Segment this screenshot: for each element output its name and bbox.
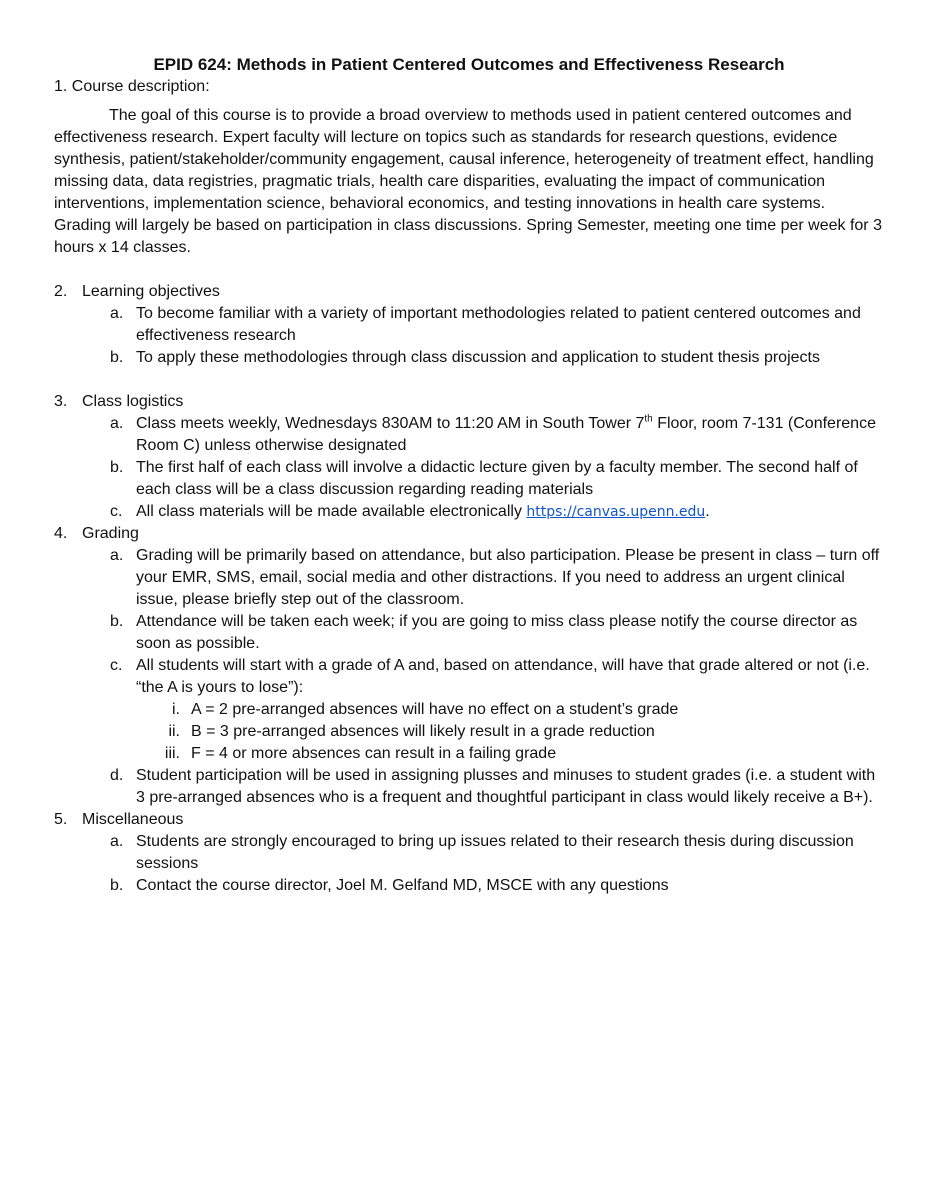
list-item — [54, 765, 884, 809]
list-item-text: Contact the course director, Joel M. Gelfand MD, MSCE with any questions — [136, 877, 669, 894]
text-segment: Class meets weekly, Wednesdays 830AM to 11:20 AM in South Tower 7 — [136, 415, 645, 432]
section-number: 4. — [54, 525, 68, 542]
list-item — [54, 303, 884, 347]
list-item — [54, 655, 884, 699]
list-item — [54, 413, 884, 457]
superscript: th — [644, 413, 653, 425]
list-item — [54, 347, 884, 369]
list-marker: d. — [110, 767, 124, 784]
list-item — [54, 501, 884, 523]
section-title: Grading — [82, 525, 139, 542]
list-item — [54, 457, 884, 501]
list-item-text: Students are strongly encouraged to bring up issues related to their research thesis during discussion sessions — [136, 833, 854, 872]
section-number: 3. — [54, 393, 68, 410]
list-marker: b. — [110, 349, 124, 366]
list-item-text: Attendance will be taken each week; if you are going to miss class please notify the course director as soon as possible. — [136, 613, 858, 652]
list-marker: c. — [110, 503, 123, 520]
list-item — [54, 611, 884, 655]
list-marker: a. — [110, 415, 124, 432]
course-description-heading: 1. Course description: — [54, 78, 210, 95]
section-heading — [54, 809, 884, 831]
canvas-link[interactable]: https://canvas.upenn.edu — [526, 504, 706, 520]
section-learning-objectives — [54, 281, 884, 369]
section-heading — [54, 391, 884, 413]
list-item — [54, 545, 884, 611]
list-marker: a. — [110, 547, 124, 564]
list-item-text — [136, 415, 876, 454]
section-miscellaneous — [54, 809, 884, 897]
page-title: EPID 624: Methods in Patient Centered Outcomes and Effectiveness Research — [153, 55, 785, 74]
list-marker: b. — [110, 613, 124, 630]
list-item — [54, 831, 884, 875]
list-item-text: B = 3 pre-arranged absences will likely result in a grade reduction — [191, 723, 655, 740]
list-item-text: To apply these methodologies through class discussion and application to student thesis projects — [136, 349, 820, 366]
section-title: Class logistics — [82, 393, 184, 410]
sub-list-item — [54, 743, 884, 765]
list-item-text: All students will start with a grade of A and, based on attendance, will have that grade altered or not (i.e. “the A is yours to lose”): — [136, 657, 870, 696]
section-number: 2. — [54, 283, 68, 300]
list-item-text: To become familiar with a variety of important methodologies related to patient centered outcomes and effectiveness research — [136, 305, 861, 344]
list-marker: i. — [172, 701, 180, 718]
text-segment: Floor, room 7-131 (Conference Room C) unless otherwise designated — [136, 415, 876, 454]
sub-list-item — [54, 721, 884, 743]
list-item-text: A = 2 pre-arranged absences will have no effect on a student’s grade — [191, 701, 679, 718]
list-marker: b. — [110, 459, 124, 476]
list-marker: c. — [110, 657, 123, 674]
section-heading — [54, 523, 884, 545]
section-grading — [54, 523, 884, 809]
text-segment: . — [705, 503, 710, 520]
list-marker: a. — [110, 833, 124, 850]
section-number: 5. — [54, 811, 68, 828]
sub-list-item — [54, 699, 884, 721]
list-item-text: Student participation will be used in assigning plusses and minuses to student grades (i.e. a student with 3 pre-arranged absences who is a frequent and thoughtful participant in class would likely receive a B+). — [136, 767, 876, 806]
list-marker: a. — [110, 305, 124, 322]
list-item — [54, 875, 884, 897]
course-description-paragraph: The goal of this course is to provide a broad overview to methods used in patient centered outcomes and effectiveness research. Expert faculty will lecture on topics such as standards for research questions, evidence synthesis, patient/stakeholder/community engagement, causal inference, heterogeneity of treatment effect, handling missing data, data registries, pragmatic trials, health care disparities, evaluating the impact of communication interventions, implementation science, behavioral economics, and testing innovations in health care systems. Grading will largely be based on participation in class discussions. Spring Semester, meeting one time per week for 3 hours x 14 classes. — [54, 107, 882, 256]
document-page — [54, 54, 884, 897]
list-marker: b. — [110, 877, 124, 894]
list-marker: iii. — [164, 745, 180, 762]
text-segment: All class materials will be made available electronically — [136, 503, 527, 520]
list-item-text: Grading will be primarily based on attendance, but also participation. Please be present in class – turn off your EMR, SMS, email, social media and other distractions. If you need to address an urgent clinical issue, please briefly step out of the classroom. — [136, 547, 880, 608]
section-title: Miscellaneous — [82, 811, 184, 828]
section-heading — [54, 281, 884, 303]
list-item-text: The first half of each class will involve a didactic lecture given by a faculty member. The second half of each class will be a class discussion regarding reading materials — [136, 459, 858, 498]
section-class-logistics — [54, 391, 884, 523]
list-item-text — [136, 503, 710, 520]
list-item-text: F = 4 or more absences can result in a failing grade — [191, 745, 557, 762]
list-marker: ii. — [168, 723, 180, 740]
section-title: Learning objectives — [82, 283, 220, 300]
